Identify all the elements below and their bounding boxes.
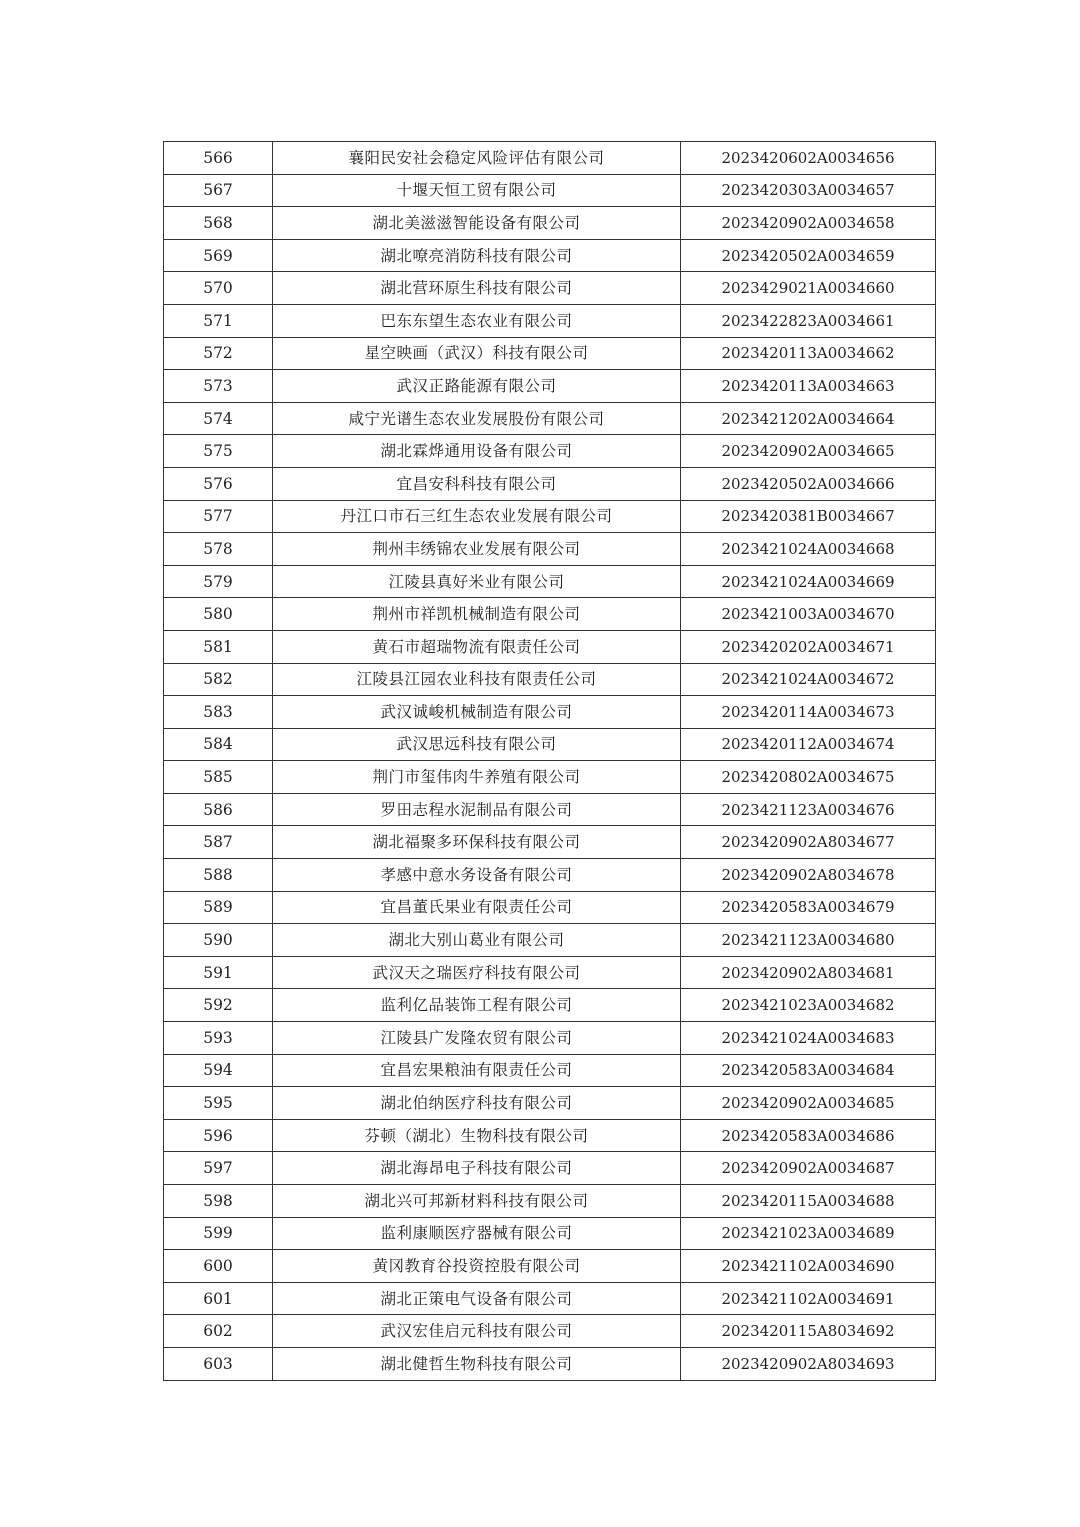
registration-code-cell: 2023420303A0034657 xyxy=(681,174,936,207)
row-number-cell: 580 xyxy=(164,598,273,631)
row-number-cell: 592 xyxy=(164,989,273,1022)
table-row xyxy=(164,533,936,566)
company-name-cell: 武汉宏佳启元科技有限公司 xyxy=(273,1315,681,1348)
table-row xyxy=(164,859,936,892)
company-name-cell: 宜昌董氏果业有限责任公司 xyxy=(273,891,681,924)
row-number-cell: 582 xyxy=(164,663,273,696)
company-name-cell: 宜昌安科科技有限公司 xyxy=(273,467,681,500)
registration-code-cell: 2023420602A0034656 xyxy=(681,142,936,175)
table-row xyxy=(164,663,936,696)
table-row xyxy=(164,239,936,272)
table-row xyxy=(164,761,936,794)
table-body xyxy=(164,142,936,1381)
company-name-cell: 湖北正策电气设备有限公司 xyxy=(273,1282,681,1315)
row-number-cell: 578 xyxy=(164,533,273,566)
table-row xyxy=(164,207,936,240)
company-name-cell: 罗田志程水泥制品有限公司 xyxy=(273,793,681,826)
row-number-cell: 594 xyxy=(164,1054,273,1087)
registration-code-cell: 2023420902A8034677 xyxy=(681,826,936,859)
registration-code-cell: 2023420381B0034667 xyxy=(681,500,936,533)
table-row xyxy=(164,1347,936,1380)
registration-code-cell: 2023429021A0034660 xyxy=(681,272,936,305)
row-number-cell: 595 xyxy=(164,1087,273,1120)
company-name-cell: 武汉正路能源有限公司 xyxy=(273,370,681,403)
table-row xyxy=(164,1217,936,1250)
table-row xyxy=(164,304,936,337)
company-name-cell: 咸宁光谱生态农业发展股份有限公司 xyxy=(273,402,681,435)
table-row xyxy=(164,826,936,859)
company-name-cell: 湖北营环原生科技有限公司 xyxy=(273,272,681,305)
company-name-cell: 十堰天恒工贸有限公司 xyxy=(273,174,681,207)
company-name-cell: 湖北嘹亮消防科技有限公司 xyxy=(273,239,681,272)
row-number-cell: 570 xyxy=(164,272,273,305)
company-name-cell: 湖北兴可邦新材料科技有限公司 xyxy=(273,1185,681,1218)
registration-code-cell: 2023420583A0034684 xyxy=(681,1054,936,1087)
row-number-cell: 593 xyxy=(164,1022,273,1055)
table-row xyxy=(164,728,936,761)
registration-code-cell: 2023420583A0034679 xyxy=(681,891,936,924)
company-name-cell: 丹江口市石三红生态农业发展有限公司 xyxy=(273,500,681,533)
row-number-cell: 575 xyxy=(164,435,273,468)
row-number-cell: 596 xyxy=(164,1119,273,1152)
company-name-cell: 江陵县真好米业有限公司 xyxy=(273,565,681,598)
table-row xyxy=(164,956,936,989)
table-row xyxy=(164,1250,936,1283)
registration-code-cell: 2023421024A0034672 xyxy=(681,663,936,696)
table-row xyxy=(164,1152,936,1185)
company-name-cell: 湖北海昂电子科技有限公司 xyxy=(273,1152,681,1185)
table-row xyxy=(164,1315,936,1348)
company-name-cell: 荆州市祥凯机械制造有限公司 xyxy=(273,598,681,631)
row-number-cell: 577 xyxy=(164,500,273,533)
company-name-cell: 武汉天之瑞医疗科技有限公司 xyxy=(273,956,681,989)
company-name-cell: 湖北美滋滋智能设备有限公司 xyxy=(273,207,681,240)
table-row xyxy=(164,1022,936,1055)
company-name-cell: 孝感中意水务设备有限公司 xyxy=(273,859,681,892)
table-row xyxy=(164,630,936,663)
company-name-cell: 荆州丰绣锦农业发展有限公司 xyxy=(273,533,681,566)
company-name-cell: 荆门市玺伟肉牛养殖有限公司 xyxy=(273,761,681,794)
company-name-cell: 监利亿品装饰工程有限公司 xyxy=(273,989,681,1022)
registration-code-cell: 2023421123A0034676 xyxy=(681,793,936,826)
registration-code-cell: 2023420113A0034662 xyxy=(681,337,936,370)
row-number-cell: 573 xyxy=(164,370,273,403)
company-name-cell: 黄石市超瑞物流有限责任公司 xyxy=(273,630,681,663)
row-number-cell: 569 xyxy=(164,239,273,272)
row-number-cell: 572 xyxy=(164,337,273,370)
row-number-cell: 588 xyxy=(164,859,273,892)
registration-code-cell: 2023420502A0034666 xyxy=(681,467,936,500)
table-row xyxy=(164,989,936,1022)
row-number-cell: 591 xyxy=(164,956,273,989)
table-row xyxy=(164,565,936,598)
table-row xyxy=(164,891,936,924)
row-number-cell: 602 xyxy=(164,1315,273,1348)
registration-code-cell: 2023421024A0034668 xyxy=(681,533,936,566)
registration-code-cell: 2023421003A0034670 xyxy=(681,598,936,631)
table-row xyxy=(164,1087,936,1120)
row-number-cell: 598 xyxy=(164,1185,273,1218)
company-name-cell: 宜昌宏果粮油有限责任公司 xyxy=(273,1054,681,1087)
row-number-cell: 584 xyxy=(164,728,273,761)
registration-code-cell: 2023420113A0034663 xyxy=(681,370,936,403)
row-number-cell: 586 xyxy=(164,793,273,826)
table-row xyxy=(164,272,936,305)
registration-code-cell: 2023420902A8034693 xyxy=(681,1347,936,1380)
row-number-cell: 574 xyxy=(164,402,273,435)
company-name-cell: 湖北大别山葛业有限公司 xyxy=(273,924,681,957)
registration-code-cell: 2023420112A0034674 xyxy=(681,728,936,761)
row-number-cell: 567 xyxy=(164,174,273,207)
table-row xyxy=(164,467,936,500)
table-row xyxy=(164,1282,936,1315)
row-number-cell: 576 xyxy=(164,467,273,500)
table-row xyxy=(164,1054,936,1087)
row-number-cell: 566 xyxy=(164,142,273,175)
registration-code-cell: 2023421024A0034669 xyxy=(681,565,936,598)
company-name-cell: 江陵县广发隆农贸有限公司 xyxy=(273,1022,681,1055)
registration-code-cell: 2023420115A8034692 xyxy=(681,1315,936,1348)
table-row xyxy=(164,142,936,175)
row-number-cell: 590 xyxy=(164,924,273,957)
registration-code-cell: 2023420902A0034658 xyxy=(681,207,936,240)
table-row xyxy=(164,1119,936,1152)
table-row xyxy=(164,793,936,826)
registration-code-cell: 2023420902A0034665 xyxy=(681,435,936,468)
table-row xyxy=(164,696,936,729)
row-number-cell: 601 xyxy=(164,1282,273,1315)
company-name-cell: 襄阳民安社会稳定风险评估有限公司 xyxy=(273,142,681,175)
table-row xyxy=(164,500,936,533)
row-number-cell: 589 xyxy=(164,891,273,924)
registration-code-cell: 2023420902A0034685 xyxy=(681,1087,936,1120)
row-number-cell: 599 xyxy=(164,1217,273,1250)
company-name-cell: 监利康顺医疗器械有限公司 xyxy=(273,1217,681,1250)
company-registration-table xyxy=(163,141,936,1381)
company-name-cell: 武汉思远科技有限公司 xyxy=(273,728,681,761)
table-row xyxy=(164,924,936,957)
row-number-cell: 603 xyxy=(164,1347,273,1380)
table-row xyxy=(164,370,936,403)
company-name-cell: 星空映画（武汉）科技有限公司 xyxy=(273,337,681,370)
registration-code-cell: 2023421102A0034690 xyxy=(681,1250,936,1283)
company-name-cell: 湖北霖烨通用设备有限公司 xyxy=(273,435,681,468)
table-row xyxy=(164,402,936,435)
registration-code-cell: 2023421024A0034683 xyxy=(681,1022,936,1055)
table-row xyxy=(164,174,936,207)
company-name-cell: 湖北健哲生物科技有限公司 xyxy=(273,1347,681,1380)
row-number-cell: 583 xyxy=(164,696,273,729)
registration-code-cell: 2023422823A0034661 xyxy=(681,304,936,337)
row-number-cell: 581 xyxy=(164,630,273,663)
registration-code-cell: 2023420202A0034671 xyxy=(681,630,936,663)
company-name-cell: 江陵县江园农业科技有限责任公司 xyxy=(273,663,681,696)
registration-code-cell: 2023420902A0034687 xyxy=(681,1152,936,1185)
table-row xyxy=(164,1185,936,1218)
registration-code-cell: 2023420114A0034673 xyxy=(681,696,936,729)
row-number-cell: 587 xyxy=(164,826,273,859)
registration-code-cell: 2023420902A8034681 xyxy=(681,956,936,989)
company-name-cell: 武汉诚峻机械制造有限公司 xyxy=(273,696,681,729)
registration-code-cell: 2023421023A0034682 xyxy=(681,989,936,1022)
registration-code-cell: 2023420115A0034688 xyxy=(681,1185,936,1218)
registration-code-cell: 2023421102A0034691 xyxy=(681,1282,936,1315)
company-name-cell: 黄冈教育谷投资控股有限公司 xyxy=(273,1250,681,1283)
company-name-cell: 湖北福聚多环保科技有限公司 xyxy=(273,826,681,859)
registration-code-cell: 2023420502A0034659 xyxy=(681,239,936,272)
registration-code-cell: 2023420802A0034675 xyxy=(681,761,936,794)
registration-code-cell: 2023421123A0034680 xyxy=(681,924,936,957)
company-name-cell: 巴东东望生态农业有限公司 xyxy=(273,304,681,337)
registration-code-cell: 2023420902A8034678 xyxy=(681,859,936,892)
row-number-cell: 568 xyxy=(164,207,273,240)
row-number-cell: 585 xyxy=(164,761,273,794)
row-number-cell: 600 xyxy=(164,1250,273,1283)
table-row xyxy=(164,598,936,631)
row-number-cell: 597 xyxy=(164,1152,273,1185)
row-number-cell: 571 xyxy=(164,304,273,337)
table-row xyxy=(164,435,936,468)
row-number-cell: 579 xyxy=(164,565,273,598)
registration-code-cell: 2023421202A0034664 xyxy=(681,402,936,435)
company-name-cell: 湖北伯纳医疗科技有限公司 xyxy=(273,1087,681,1120)
table-row xyxy=(164,337,936,370)
registration-code-cell: 2023421023A0034689 xyxy=(681,1217,936,1250)
registration-code-cell: 2023420583A0034686 xyxy=(681,1119,936,1152)
company-name-cell: 芬顿（湖北）生物科技有限公司 xyxy=(273,1119,681,1152)
